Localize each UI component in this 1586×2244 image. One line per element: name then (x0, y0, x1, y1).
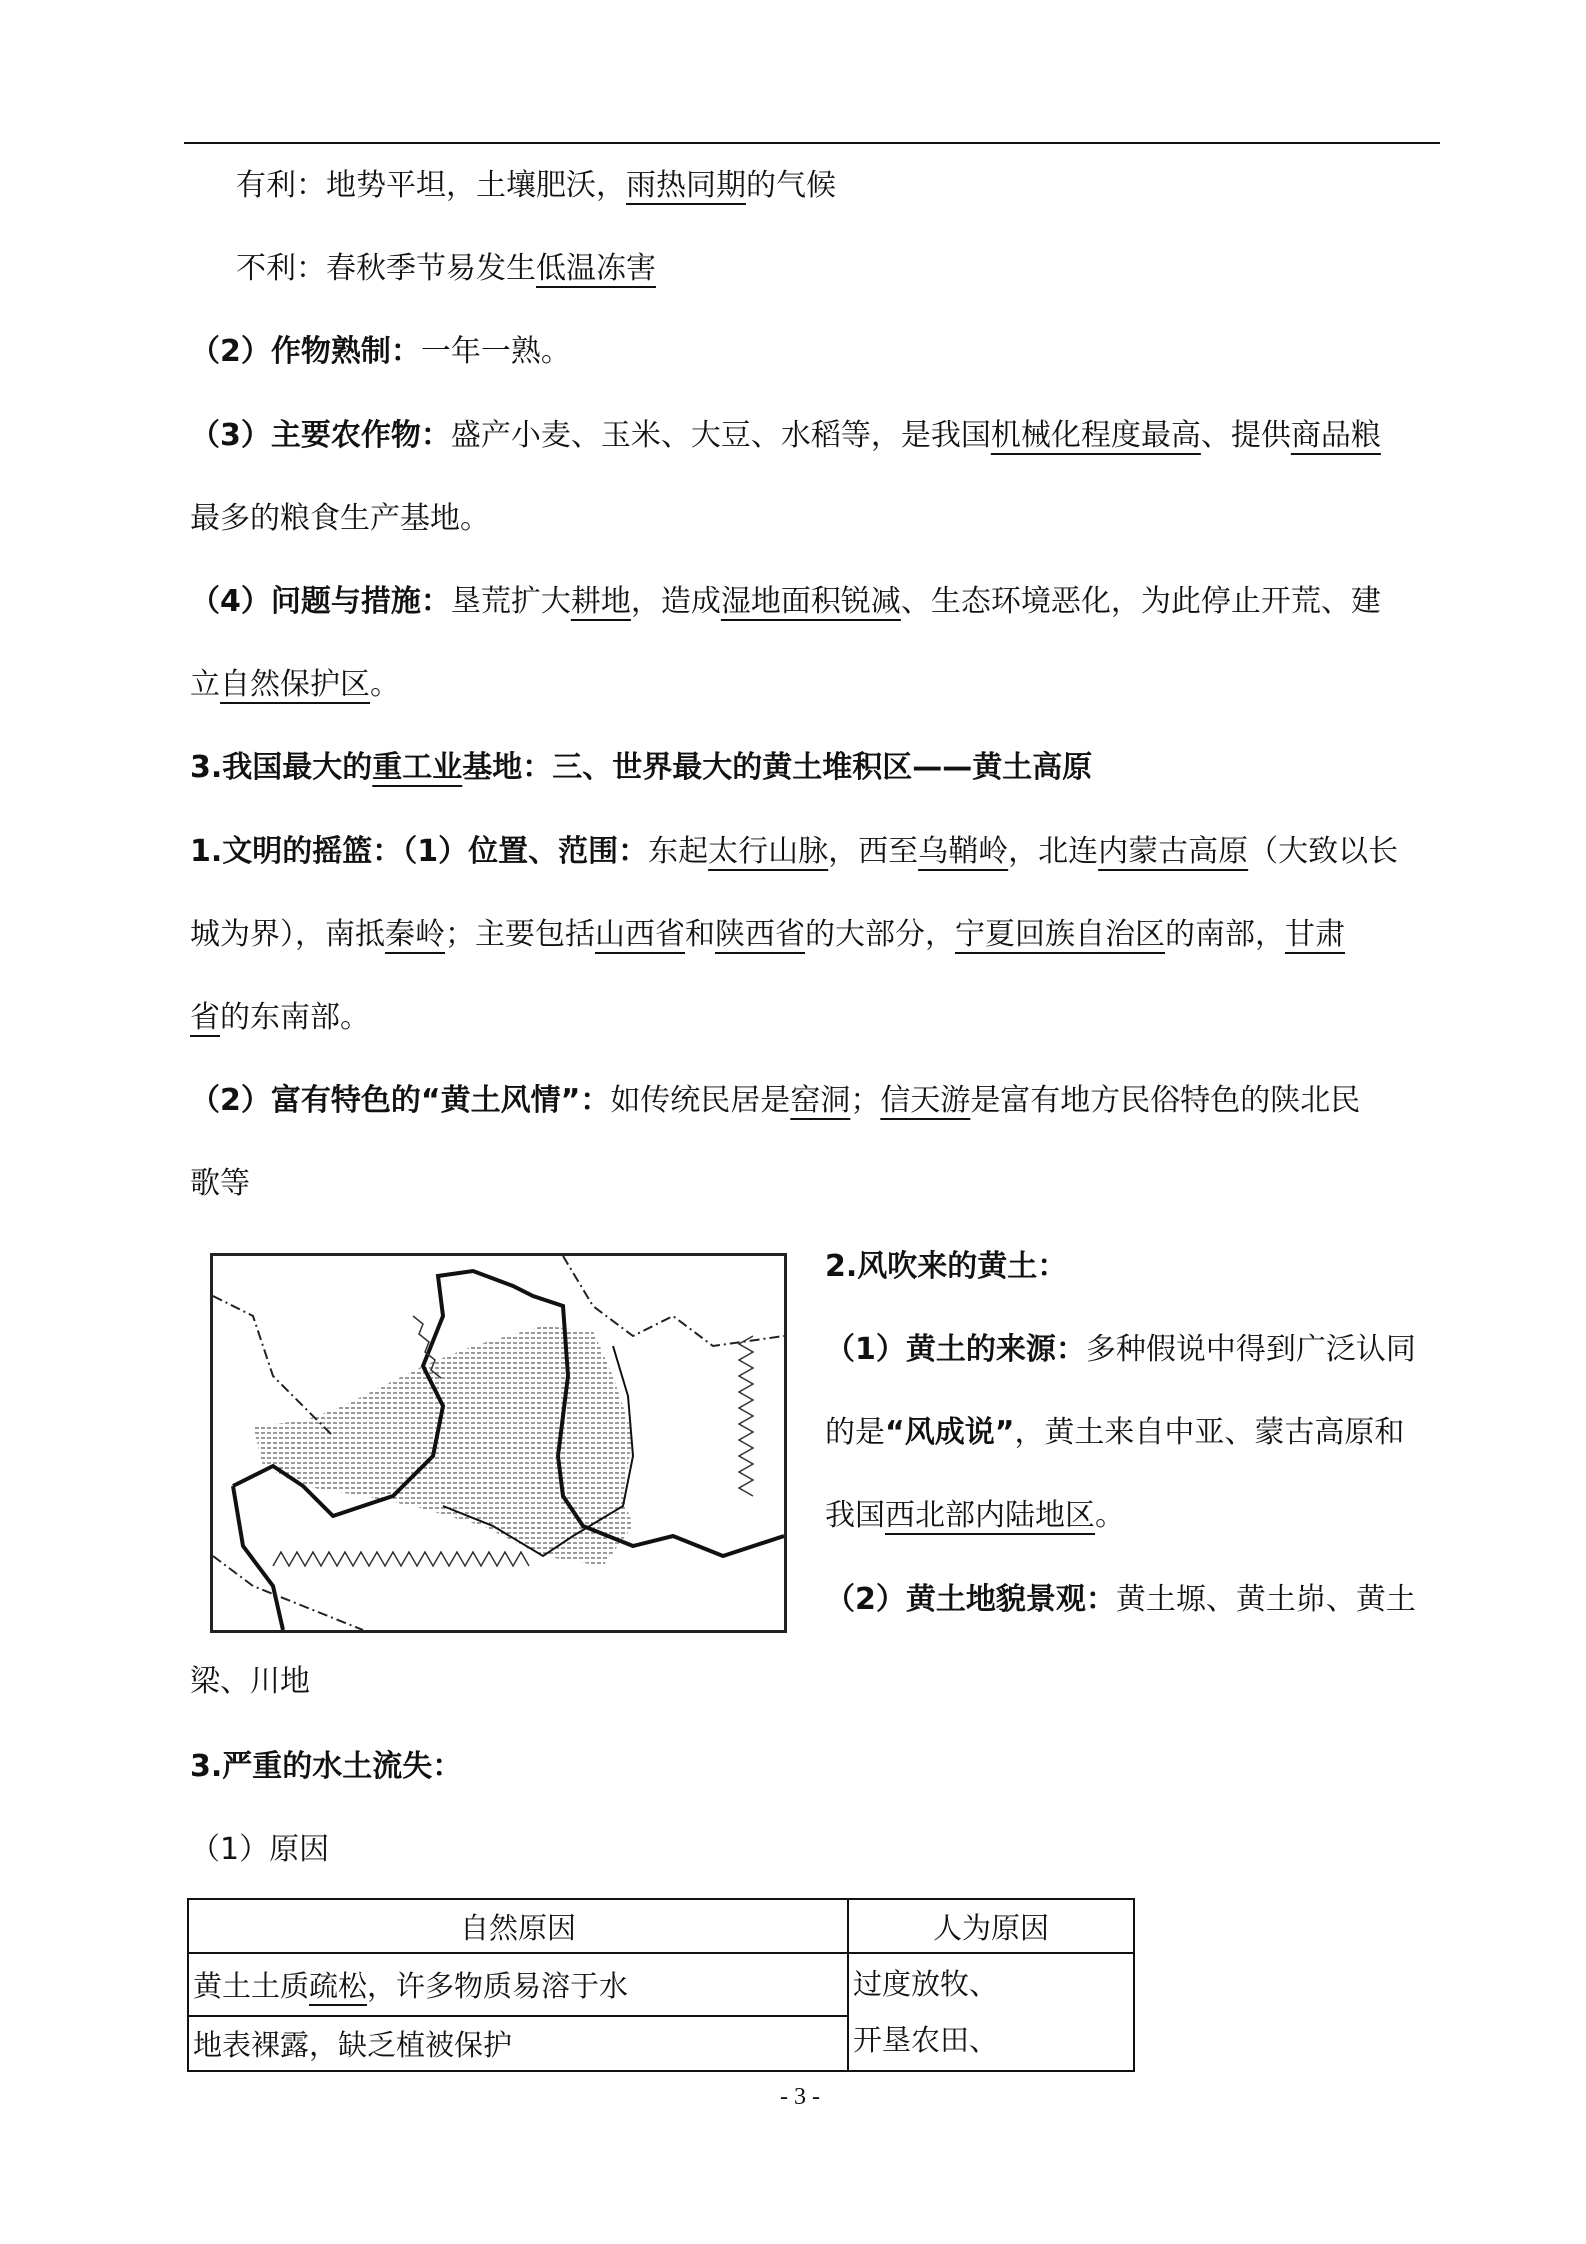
underlined-keyword: 湿地面积锐减 (720, 584, 901, 619)
bold-heading-text: 基地：三、世界最大的黄土堆积区——黄土高原 (462, 750, 1093, 785)
text-line (190, 998, 370, 1038)
body-text: 城为界），南抵 (190, 917, 385, 952)
human-causes-cell (848, 1953, 1134, 2071)
natural-cause-1 (188, 1953, 848, 2016)
bold-heading-text: （2）富有特色的“黄土风情”： (190, 1083, 611, 1118)
body-text: 的气候 (746, 168, 836, 203)
bold-heading-text: （4）问题与措施： (190, 584, 451, 619)
body-text: 垦荒扩大 (450, 584, 571, 619)
underlined-keyword: 山西省 (595, 917, 685, 952)
body-text: ； (850, 1083, 881, 1118)
body-text: ；主要包括 (445, 917, 595, 952)
bold-heading-text: 2.风吹来的黄土： (825, 1249, 1068, 1284)
mountain-symbols (273, 1552, 529, 1566)
body-text: 的东南部。 (220, 1000, 370, 1035)
body-text: （大致以长 (1248, 834, 1399, 869)
underlined-keyword: 太行山脉 (708, 834, 829, 869)
text-line (236, 249, 656, 289)
underlined-keyword: 内蒙古高原 (1098, 834, 1249, 869)
underlined-keyword: 乌鞘岭 (918, 834, 1009, 869)
text-line (190, 915, 1345, 955)
body-text: 是富有地方民俗特色的陕北民 (970, 1083, 1361, 1118)
body-text: 的是 (825, 1415, 885, 1450)
text-line (825, 1580, 1416, 1620)
cell-text: 黄土土质 (193, 1969, 310, 2003)
underlined-keyword: 信天游 (880, 1083, 971, 1118)
text-line (825, 1330, 1416, 1370)
bold-heading-text: 3.严重的水土流失： (190, 1749, 463, 1784)
human-cause-2: 开垦农田、 (853, 2023, 999, 2057)
bold-heading-text: （3）主要农作物： (190, 418, 451, 453)
body-text: 如传统民居是 (610, 1083, 791, 1118)
text-line (190, 1081, 1360, 1121)
text-line (190, 416, 1381, 456)
underlined-keyword: 宁夏回族自治区 (955, 917, 1165, 952)
body-text: 一年一熟。 (420, 334, 571, 369)
underlined-keyword: 耕地 (570, 584, 631, 619)
body-text: 盛产小麦、玉米、大豆、水稻等，是我国 (450, 418, 991, 453)
body-text: 和 (685, 917, 715, 952)
body-text: ，西至 (828, 834, 919, 869)
body-text: 梁、川地 (190, 1664, 310, 1699)
bold-heading-text: 1.文明的摇篮：（1）位置、范围： (190, 834, 649, 869)
text-line (190, 832, 1398, 872)
body-text: 我国 (825, 1498, 885, 1533)
text-line (825, 1496, 1125, 1536)
body-text: 、提供 (1200, 418, 1291, 453)
body-text: 歌等 (190, 1166, 250, 1201)
underlined-keyword: 商品粮 (1290, 418, 1381, 453)
body-text: 的大部分， (805, 917, 955, 952)
text-line (190, 499, 490, 539)
body-text: ，北连 (1008, 834, 1099, 869)
underlined-keyword: 低温冻害 (536, 251, 656, 286)
body-text: 。 (370, 667, 400, 702)
text-line (190, 665, 400, 705)
underlined-keyword: 西北部内陆地区 (885, 1498, 1095, 1533)
bold-heading-text: （1）黄土的来源： (825, 1332, 1086, 1367)
body-text: 多种假说中得到广泛认同 (1085, 1332, 1416, 1367)
body-text: 。 (1095, 1498, 1125, 1533)
underlined-keyword: 机械化程度最高 (990, 418, 1201, 453)
body-text: 、生态环境恶化，为此停止开荒、建 (900, 584, 1381, 619)
loess-area (253, 1326, 633, 1566)
human-cause-1: 过度放牧、 (853, 1967, 999, 2001)
bold-heading-text: 3.我国最大的 (190, 750, 373, 785)
bold-heading-text: “风成说” (885, 1415, 1015, 1450)
bold-heading-text: （2）黄土地貌景观： (825, 1582, 1116, 1617)
body-text: 有利：地势平坦，土壤肥沃， (236, 168, 626, 203)
body-text: ，造成 (630, 584, 721, 619)
text-line (190, 1164, 250, 1204)
header-human-causes: 人为原因 (848, 1899, 1134, 1953)
text-line (190, 332, 571, 372)
body-text: 的南部， (1165, 917, 1285, 952)
text-line (190, 1747, 462, 1787)
header-rule (184, 142, 1440, 144)
underlined-keyword: 甘肃 (1285, 917, 1345, 952)
natural-cause-2: 地表裸露，缺乏植被保护 (188, 2016, 848, 2071)
map-drawing (213, 1256, 784, 1630)
text-line (190, 1662, 310, 1702)
underlined-keyword: 自然保护区 (220, 667, 370, 702)
text-line (825, 1413, 1404, 1453)
page-number: - 3 - (780, 2084, 820, 2110)
underlined-keyword: 秦岭 (385, 917, 445, 952)
loess-plateau-map (210, 1253, 787, 1633)
bold-heading-text: （2）作物熟制： (190, 334, 421, 369)
cell-text: ，许多物质易溶于水 (367, 1969, 629, 2003)
underlined-keyword: 窑洞 (790, 1083, 851, 1118)
underlined-keyword: 雨热同期 (626, 168, 746, 203)
underlined-keyword: 省 (190, 1000, 220, 1035)
header-natural-causes: 自然原因 (188, 1899, 848, 1953)
text-line (236, 166, 836, 206)
causes-table (187, 1898, 1135, 2072)
cell-text-underlined: 疏松 (309, 1969, 368, 2003)
body-text: 最多的粮食生产基地。 (190, 501, 490, 536)
text-line (190, 1830, 329, 1870)
text-line (190, 748, 1092, 788)
body-text: 东起 (648, 834, 709, 869)
body-text: ，黄土来自中亚、蒙古高原和 (1014, 1415, 1405, 1450)
body-text: 立 (190, 667, 220, 702)
underlined-keyword: 陕西省 (715, 917, 805, 952)
underlined-keyword: 重工业 (372, 750, 463, 785)
body-text: 不利：春秋季节易发生 (236, 251, 536, 286)
text-line (825, 1247, 1067, 1287)
text-line (190, 582, 1381, 622)
body-text: （1）原因 (190, 1832, 330, 1867)
body-text: 黄土塬、黄土峁、黄土 (1115, 1582, 1416, 1617)
